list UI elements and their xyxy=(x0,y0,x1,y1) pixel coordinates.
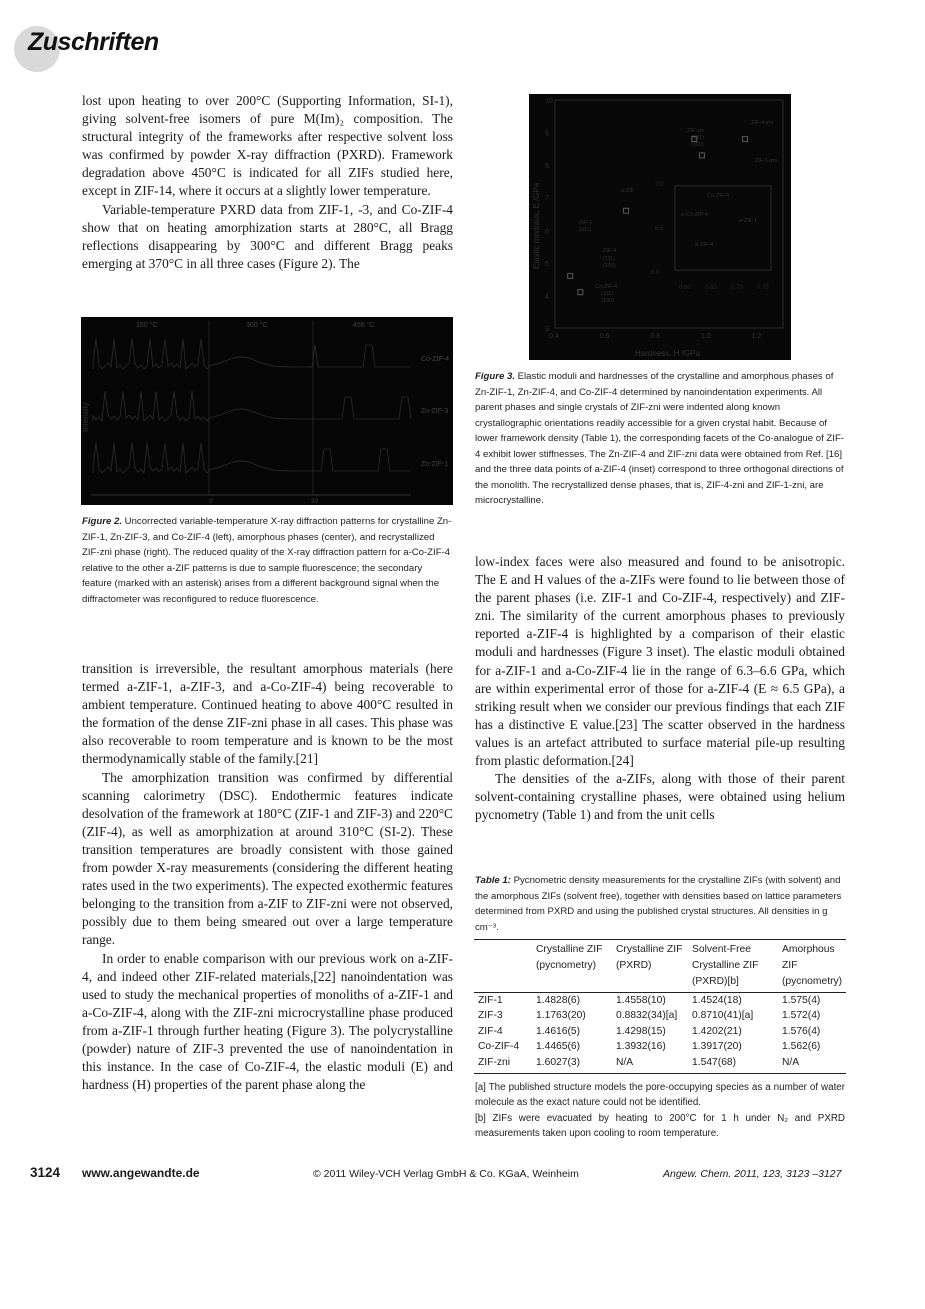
table-header: Crystalline ZIF (pycnometry) xyxy=(536,944,603,971)
table-cell: 1.4616(5) xyxy=(536,1025,581,1037)
temp-label-150: 150 °C xyxy=(136,322,158,329)
table-cell: 0.8832(34)[a] xyxy=(616,1010,678,1022)
table-cell: ZIF-1 xyxy=(478,995,503,1006)
xrd-plot xyxy=(81,317,453,505)
y-ticks xyxy=(545,98,553,333)
table-header xyxy=(474,940,532,993)
table-1-label: Table 1: xyxy=(475,875,511,886)
table-header: Crystalline ZIF (PXRD) xyxy=(616,944,683,971)
paragraph: In order to enable comparison with our previous work on a-ZIF-4, and indeed other ZIF-related materials,[22] nanoindentation was used to study the mechanical properties of monoliths of a-ZIF-1 and a-Co-ZIF-4, along with the ZIF-zni microcrystalline phase produced from a-ZIF-1 through further heating (Figure 3). The polycrystalline (powder) nature of ZIF-3 prevented the use of nanoindentation in this instance. In the case of Co-ZIF-4, the elastic moduli (E) and hardness (H) properties of the parent phase along the xyxy=(82,950,453,1093)
paragraph: lost upon heating to over 200°C (Supporting Information, SI-1), giving solvent-free isomers of pure M(Im)₂ composition. The structural integrity of the frameworks after respective solvent loss was confirmed by powder X-ray diffraction (PXRD). Framework degradation above 450°C is indicated for all ZIFs studied here, except in ZIF-14, where it occurs at a slightly lower temperature. xyxy=(82,93,453,199)
table-cell: 1.575(4) xyxy=(782,995,821,1006)
table-1-caption-text: Pycnometric density measurements for the crystalline ZIFs (with solvent) and the amorphous ZIFs (solvent free), together with densities based on lattice parameters determined from PXRD and using the published crystal structures. All densities in g cm⁻³. xyxy=(475,875,842,933)
figure-2-caption-text: Uncorrected variable-temperature X-ray diffraction patterns for crystalline Zn-ZIF-1, Zn-ZIF-3, and Co-ZIF-4 (left), amorphous phases (center), and recrystallized ZIF-zni phase (right). The reduced quality of the X-ray diffraction pattern for a-Co-ZIF-4 relative to the other a-ZIF patterns is due to sample fluorescence; the secondary feature (marked with an asterisk) arises from a different background signal when the diffractometer was reconfigured to reduce fluorescence. xyxy=(82,516,452,605)
figure-2-label: Figure 2. xyxy=(82,516,122,527)
x-tick-label: 0.6 xyxy=(599,333,610,340)
xrd-traces xyxy=(93,339,411,473)
table-row xyxy=(474,1039,846,1054)
y-tick-label: 5 xyxy=(545,260,549,268)
figure-2-caption xyxy=(82,514,452,607)
figure-3-nanoindentation xyxy=(529,94,791,360)
table-cell: 1.562(6) xyxy=(782,1041,821,1053)
point-label: (100) xyxy=(691,142,704,148)
table-note-a: [a] The published structure models the pore-occupying species as a number of water molecule as the exact nature could not be identified. xyxy=(475,1082,845,1109)
left-column-top xyxy=(82,92,453,273)
y-tick-label: 4 xyxy=(545,293,549,301)
table-1-notes xyxy=(475,1080,845,1142)
data-point-zif-4-zni xyxy=(743,137,748,142)
x-axis-label: Hardness, H /GPa xyxy=(635,349,700,358)
x-tick-label: 1.0 xyxy=(701,333,711,340)
y-tick-label: 6 xyxy=(545,228,549,236)
point-label: (001) xyxy=(691,135,704,141)
table-cell: 1.576(4) xyxy=(782,1025,821,1037)
paragraph: The amorphization transition was confirmed by differential scanning calorimetry (DSC). Endothermic features indicate desolvation of the framework at 180°C (ZIF-1 and ZIF-3) and 220°C (ZIF-4), as well as amorphization at around 310°C (SI-2). These transition temperatures are broadly consistent with those gained from powder X-ray measurements (considering the different heating rates used in the two experiments). The expected exothermic features belonging to the transition from a-ZIF to ZIF-zni were not observed, possibly due to them being smeared out over a large temperature range. xyxy=(82,769,453,948)
x-ticks xyxy=(549,333,762,340)
figure-3-label: Figure 3. xyxy=(475,371,515,382)
point-label: Co-ZIF-4 xyxy=(707,193,729,199)
point-label: Co-ZIF-4 xyxy=(595,284,617,290)
y-tick-label: 7 xyxy=(545,195,549,203)
table-cell: ZIF-zni xyxy=(478,1056,511,1068)
paragraph: transition is irreversible, the resultant amorphous materials (here termed a-ZIF-1, a-ZIF-3, and a-Co-ZIF-4) being recoverable to ambient temperature. Continued heating to above 400°C resulted in the formation of the dense ZIF-zni phase in all cases. This phase was also recoverable to room temperature and is known to be the most thermodynamically stable of the family.[21] xyxy=(82,661,453,767)
page-number: 3124 xyxy=(30,1165,61,1180)
inset-xtick-0-65: 0.65 xyxy=(705,285,717,291)
x-tick-label: 0.4 xyxy=(549,333,559,340)
point-label: a-Co-ZIF-4 xyxy=(681,212,708,218)
table-cell: 1.3932(16) xyxy=(616,1041,666,1053)
table-cell: 1.4202(21) xyxy=(692,1025,742,1037)
xtick-30: 30 xyxy=(311,498,319,505)
table-cell: 1.547(68) xyxy=(692,1056,737,1068)
paragraph: low-index faces were also measured and found to be anisotropic. The E and H values of the a-ZIFs were found to lie between those of the parent phases (i.e. ZIF-1 and Co-ZIF-4, respectively) and ZIF-zni. The similarity of the current amorphous phases to previously reported a-ZIF-4 is highlighted by a comparison of their elastic moduli and hardnesses (Figure 3 inset). The elastic moduli obtained for a-ZIF-1 and a-Co-ZIF-4 lie in the range of 6.3–6.6 GPa, which are within experimental error of those for a-ZIF-4 (E ≈ 6.5 GPa), a striking result when we consider our previous findings that each ZIF has a distinctive E value.[23] The scatter observed in the hardness values is an artefact attributed to surface material pile-up resulting from plastic deformation.[24] xyxy=(475,554,845,769)
section-title: Zuschriften xyxy=(28,28,159,56)
intensity-label: Intensity xyxy=(81,402,90,432)
point-label: a-ZIF xyxy=(621,188,635,194)
y-tick-label: 9 xyxy=(545,130,549,138)
series-label-zn-zif-1: Zn-ZIF-1 xyxy=(421,461,449,468)
point-label: ZIF-4 xyxy=(603,248,617,254)
inset-ytick-6-5: 6.5 xyxy=(655,226,664,232)
inset-ytick-6-0: 6.0 xyxy=(651,270,660,276)
y-tick-label: 3 xyxy=(545,326,549,333)
table-cell: 1.4524(18) xyxy=(692,995,742,1006)
x-tick-label: 1.2 xyxy=(751,333,762,340)
xrd-trace xyxy=(93,443,411,473)
table-note-b: [b] ZIFs were evacuated by heating to 200°C for 1 h under N₂ and PXRD measurements taken upon cooling to room temperature. xyxy=(475,1112,845,1140)
table-cell: 1.4558(10) xyxy=(616,995,666,1006)
figure-3-caption-text: Elastic moduli and hardnesses of the crystalline and amorphous phases of Zn-ZIF-1, Zn-ZIF-4, and Co-ZIF-4 determined by nanoindentation experiments. All parent phases and single crystals of ZIF-zni were indented along known crystallographic orientations readily accessible for a given crystal habit. Because of lower framework density (Table 1), the corresponding facets of the Co-analogue of ZIF-4 exhibit lower stiffnesses. The Zn-ZIF-4 and ZIF-zni data were obtained from Ref. [16] and the three data points of a-ZIF-4 (inset) correspond to three orthogonal directions of the monolith. The recrystallized dense phases, that is, ZIF-4-zni and ZIF-1-zni, are microcrystalline. xyxy=(475,371,845,506)
point-label: a-ZIF-1 xyxy=(739,218,758,224)
table-1 xyxy=(474,939,846,1074)
data-point-zif-zni-100- xyxy=(699,153,704,158)
inset-xtick-0-70: 0.70 xyxy=(731,285,743,291)
right-column-text xyxy=(475,553,845,824)
point-label: ZIF-4-zni xyxy=(751,120,773,126)
table-cell: 1.572(4) xyxy=(782,1010,821,1022)
table-cell: 1.4828(6) xyxy=(536,995,581,1006)
point-label: ZIF-zni xyxy=(687,128,705,134)
figure-2-xrd xyxy=(81,317,453,505)
point-label: (111) xyxy=(601,291,614,297)
point-label: ZIF-1 xyxy=(579,220,593,226)
data-point-zif-4-111- xyxy=(568,273,573,278)
table-cell: 1.4465(6) xyxy=(536,1041,581,1053)
paragraph: Variable-temperature PXRD data from ZIF-1, -3, and Co-ZIF-4 show that on heating amorphization starts at 280°C, all Bragg reflections disappearing by 300°C and different Bragg peaks emerging at 370°C in all three cases (Figure 2). The xyxy=(82,201,453,271)
y-axis-label: Elastic modulus, E /GPa xyxy=(532,182,541,269)
table-row xyxy=(474,1024,846,1039)
point-label: (111) xyxy=(603,256,616,262)
inset-ytick-7-0: 7.0 xyxy=(655,182,664,188)
journal-site-link[interactable]: www.angewandte.de xyxy=(82,1166,200,1180)
point-label: ZIF-1-zni xyxy=(755,158,777,164)
paragraph: The densities of the a-ZIFs, along with those of their parent solvent-containing crystalline phases, were obtained using helium pycnometry (Table 1) and from the unit cells xyxy=(475,771,845,823)
nanoindentation-plot xyxy=(529,94,791,360)
table-cell: N/A xyxy=(782,1056,800,1068)
table-header: Solvent-Free Crystalline ZIF (PXRD)[b] xyxy=(692,944,759,987)
temp-label-300: 300 °C xyxy=(246,322,268,329)
table-header: Amorphous ZIF (pycnometry) xyxy=(782,944,843,987)
inset-xtick-0-60: 0.60 xyxy=(679,285,691,291)
inset-xtick-0-75: 0.75 xyxy=(757,285,769,291)
journal-citation: Angew. Chem. 2011, 123, 3123 –3127 xyxy=(663,1168,842,1180)
table-cell: ZIF-4 xyxy=(478,1025,503,1037)
table-row xyxy=(474,1055,846,1074)
y-tick-label: 8 xyxy=(545,163,549,171)
table-cell: Co-ZIF-4 xyxy=(478,1041,520,1053)
table-row xyxy=(474,1008,846,1023)
table-1-caption xyxy=(475,873,845,935)
data-point-co-zif-4-111- xyxy=(578,290,583,295)
table-header-row xyxy=(474,940,846,993)
table-cell: 1.3917(20) xyxy=(692,1041,742,1053)
copyright: © 2011 Wiley-VCH Verlag GmbH & Co. KGaA, Weinheim xyxy=(313,1168,579,1180)
table-cell: 1.6027(3) xyxy=(536,1056,581,1068)
point-label: (011) xyxy=(579,227,592,233)
xtick-0: 0 xyxy=(209,498,213,505)
temp-label-450: 450 °C xyxy=(353,322,375,329)
table-row xyxy=(474,993,846,1009)
point-label: a-ZIF-4 xyxy=(695,242,714,248)
left-column-bottom xyxy=(82,660,453,1094)
table-cell: ZIF-3 xyxy=(478,1010,503,1022)
y-tick-label: 10 xyxy=(545,98,553,105)
x-tick-label: 0.8 xyxy=(650,333,661,340)
xrd-trace xyxy=(93,391,411,421)
table-cell: 0.8710(41)[a] xyxy=(692,1010,754,1022)
data-point-a-zif xyxy=(623,208,628,213)
table-cell: N/A xyxy=(616,1056,634,1068)
series-label-co-zif-4: Co-ZIF-4 xyxy=(421,356,449,363)
point-label: (100) xyxy=(603,263,616,269)
table-cell: 1.4298(15) xyxy=(616,1025,666,1037)
series-label-zn-zif-3: Zn-ZIF-3 xyxy=(421,408,449,415)
xrd-trace xyxy=(93,339,411,369)
point-label: (100) xyxy=(601,298,614,304)
figure-3-caption xyxy=(475,369,845,509)
table-cell: 1.1763(20) xyxy=(536,1010,586,1022)
